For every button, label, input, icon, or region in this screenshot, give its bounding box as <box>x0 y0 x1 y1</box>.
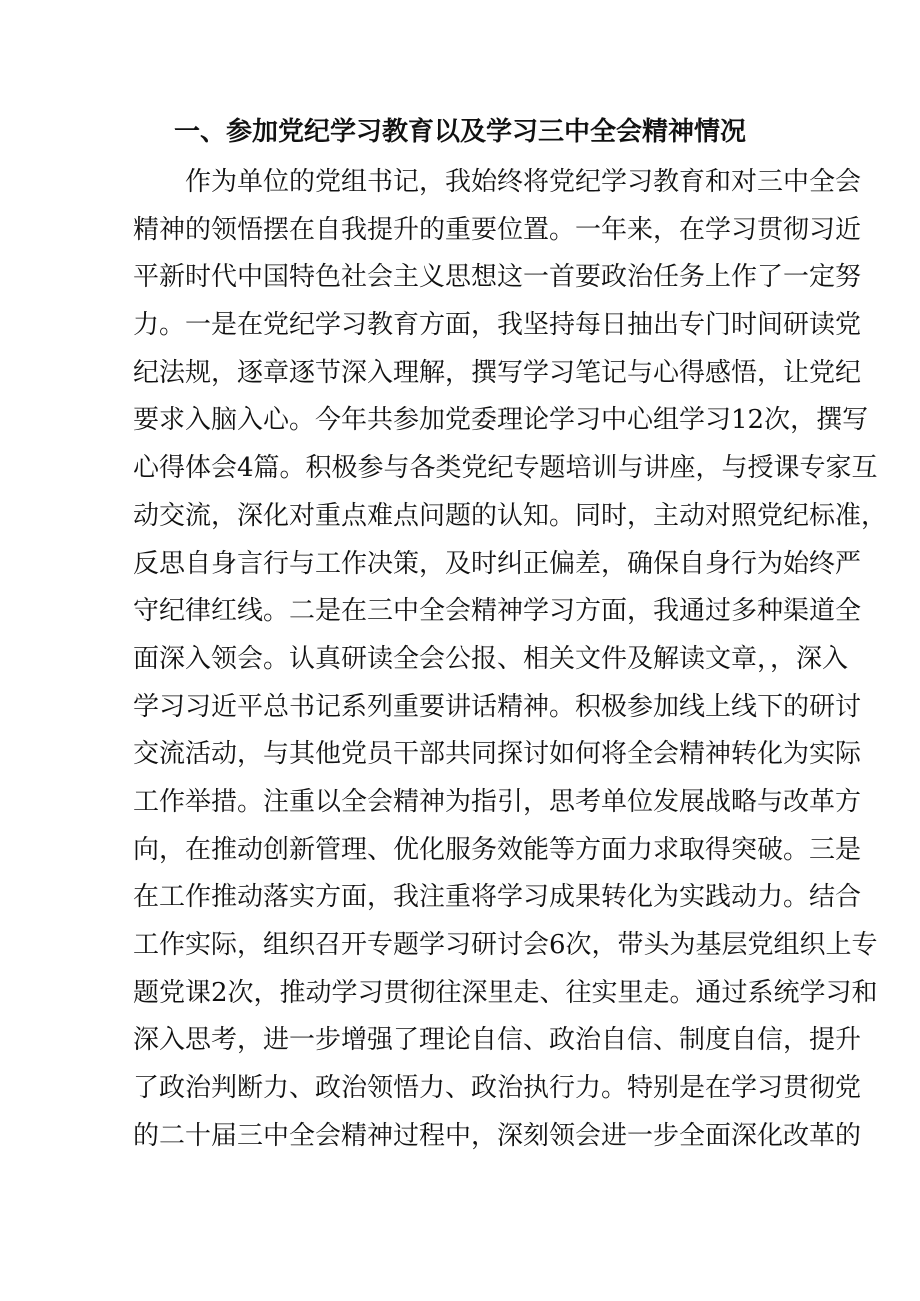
paragraph-line: 学习习近平总书记系列重要讲话精神。积极参加线上线下的研讨 <box>133 691 862 722</box>
paragraph-line: 动交流，深化对重点难点问题的认知。同时，主动对照党纪标准， <box>133 500 888 531</box>
paragraph-line: 工作举措。注重以全会精神为指引，思考单位发展战略与改革方 <box>133 786 862 817</box>
paragraph-line: 平新时代中国特色社会主义思想这一首要政治任务上作了一定努 <box>133 262 862 293</box>
paragraph-line: 作为单位的党组书记，我始终将党纪学习教育和对三中全会 <box>185 167 862 197</box>
paragraph-line: 在工作推动落实方面，我注重将学习成果转化为实践动力。结合 <box>133 882 862 913</box>
paragraph-line: 力。一是在党纪学习教育方面，我坚持每日抽出专门时间研读党 <box>133 310 862 341</box>
paragraph-line: 心得体会4篇。积极参与各类党纪专题培训与讲座，与授课专家互 <box>133 453 878 484</box>
section-heading: 一、参加党纪学习教育以及学习三中全会精神情况 <box>173 117 746 147</box>
paragraph-line: 要求入脑入心。今年共参加党委理论学习中心组学习12次，撰写 <box>133 405 869 436</box>
body-paragraph <box>133 159 888 1160</box>
paragraph-line: 守纪律红线。二是在三中全会精神学习方面，我通过多种渠道全 <box>133 596 862 627</box>
paragraph-line: 精神的领悟摆在自我提升的重要位置。一年来，在学习贯彻习近 <box>133 214 862 245</box>
paragraph-line: 交流活动，与其他党员干部共同探讨如何将全会精神转化为实际 <box>133 739 862 770</box>
paragraph-line: 工作实际，组织召开专题学习研讨会6次，带头为基层党组织上专 <box>133 930 878 960</box>
paragraph-line: 题党课2次，推动学习贯彻往深里走、往实里走。通过系统学习和 <box>133 977 878 1008</box>
paragraph-line: 纪法规，逐章逐节深入理解，撰写学习笔记与心得感悟，让党纪 <box>133 357 862 388</box>
paragraph-line: 的二十届三中全会精神过程中，深刻领会进一步全面深化改革的 <box>133 1120 862 1151</box>
paragraph-line: 向，在推动创新管理、优化服务效能等方面力求取得突破。三是 <box>133 834 862 865</box>
paragraph-line: 面深入领会。认真研读全会公报、相关文件及解读文章，，深入 <box>133 643 849 674</box>
paragraph-line: 深入思考，进一步增强了理论自信、政治自信、制度自信，提升 <box>133 1025 862 1056</box>
paragraph-line: 反思自身言行与工作决策，及时纠正偏差，确保自身行为始终严 <box>133 548 862 579</box>
paragraph-line: 了政治判断力、政治领悟力、政治执行力。特别是在学习贯彻党 <box>133 1073 862 1104</box>
